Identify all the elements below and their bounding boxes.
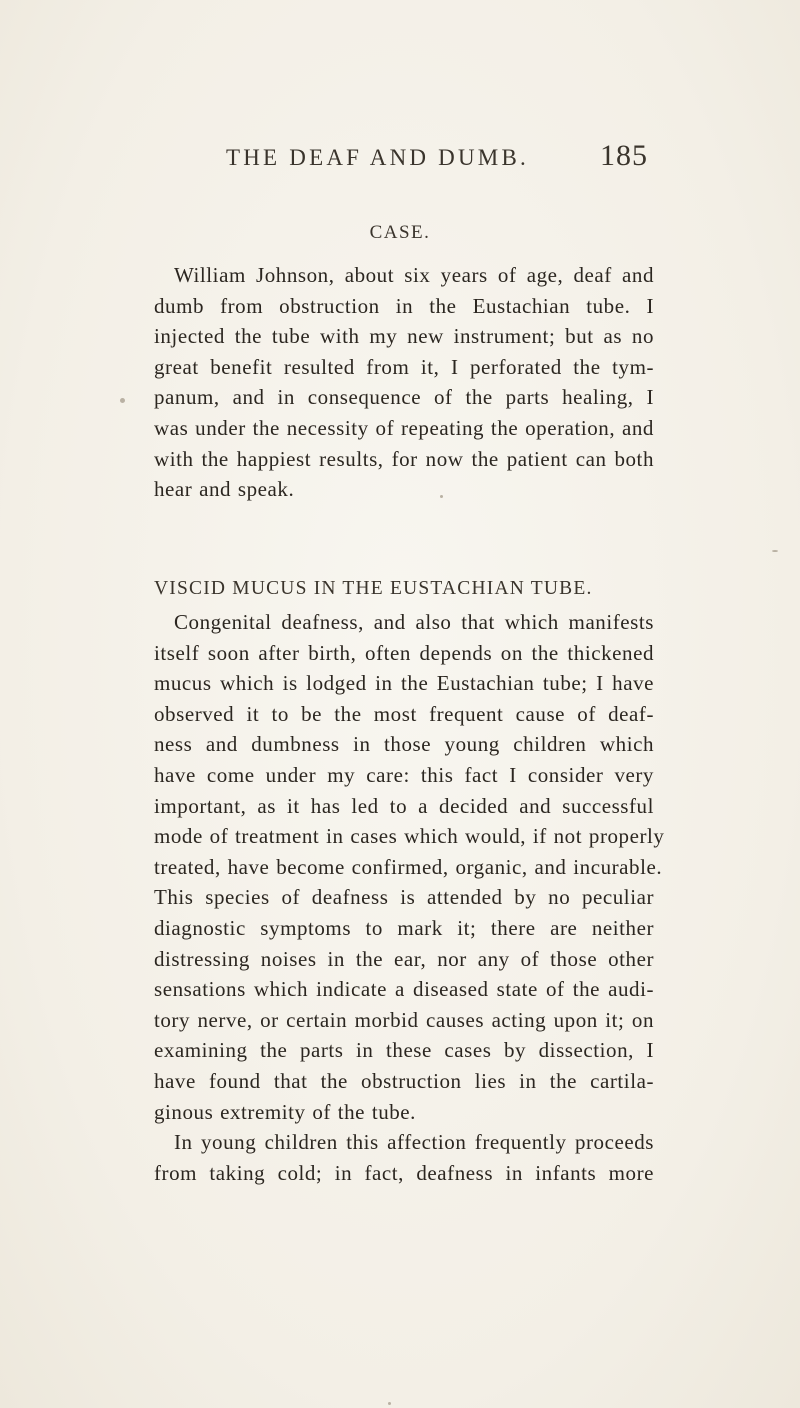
text-line: mode of treatment in cases which would, if not properly bbox=[154, 824, 665, 849]
text-line: injected the tube with my new instrument; but as no bbox=[154, 324, 654, 349]
text-line: observed it to be the most frequent cause of deaf- bbox=[154, 701, 654, 726]
text-line: ginous extremity of the tube. bbox=[154, 1099, 416, 1124]
text-line: itself soon after birth, often depends on the thickened bbox=[154, 640, 654, 665]
text-line: ness and dumbness in those young children which bbox=[154, 732, 654, 757]
section-heading: VISCID MUCUS IN THE EUSTACHIAN TUBE. bbox=[154, 578, 593, 599]
text-line: William Johnson, about six years of age, deaf and bbox=[174, 263, 654, 287]
running-title: THE DEAF AND DUMB. bbox=[226, 145, 529, 170]
text-line: have found that the obstruction lies in the cartila- bbox=[154, 1068, 654, 1093]
text-line: examining the parts in these cases by dissection, I bbox=[154, 1038, 654, 1063]
text-line: have come under my care: this fact I consider very bbox=[154, 762, 654, 787]
text-line: panum, and in consequence of the parts healing, I bbox=[154, 385, 654, 410]
text-line: with the happiest results, for now the patient can both bbox=[154, 446, 654, 471]
paper-speck bbox=[388, 1402, 391, 1405]
paper-speck bbox=[440, 495, 443, 498]
section-paragraph bbox=[154, 607, 665, 1188]
text-line: dumb from obstruction in the Eustachian tube. I bbox=[154, 293, 654, 318]
text-line: treated, have become confirmed, organic, and incurable. bbox=[154, 854, 663, 879]
paper-speck bbox=[772, 550, 778, 552]
text-line: sensations which indicate a diseased state of the audi- bbox=[154, 977, 654, 1002]
text-line: great benefit resulted from it, I perforated the tym- bbox=[154, 354, 654, 379]
case-paragraph bbox=[154, 260, 654, 505]
text-line: Congenital deafness, and also that which manifests bbox=[174, 610, 654, 634]
text-line: important, as it has led to a decided and successful bbox=[154, 793, 654, 818]
text-line: In young children this affection frequently proceeds bbox=[174, 1130, 654, 1155]
case-heading: CASE. bbox=[369, 222, 431, 243]
text-line: diagnostic symptoms to mark it; there are neither bbox=[154, 915, 654, 940]
text-line: from taking cold; in fact, deafness in infants more bbox=[154, 1160, 654, 1185]
text-line: was under the necessity of repeating the operation, and bbox=[154, 415, 654, 440]
text-line: tory nerve, or certain morbid causes acting upon it; on bbox=[154, 1007, 654, 1032]
page-number: 185 bbox=[600, 139, 648, 172]
text-line: mucus which is lodged in the Eustachian tube; I have bbox=[154, 671, 654, 696]
text-line: distressing noises in the ear, nor any of those other bbox=[154, 946, 654, 971]
text-line: hear and speak. bbox=[154, 477, 295, 502]
text-line: This species of deafness is attended by no peculiar bbox=[154, 885, 654, 910]
paper-speck bbox=[120, 398, 125, 403]
